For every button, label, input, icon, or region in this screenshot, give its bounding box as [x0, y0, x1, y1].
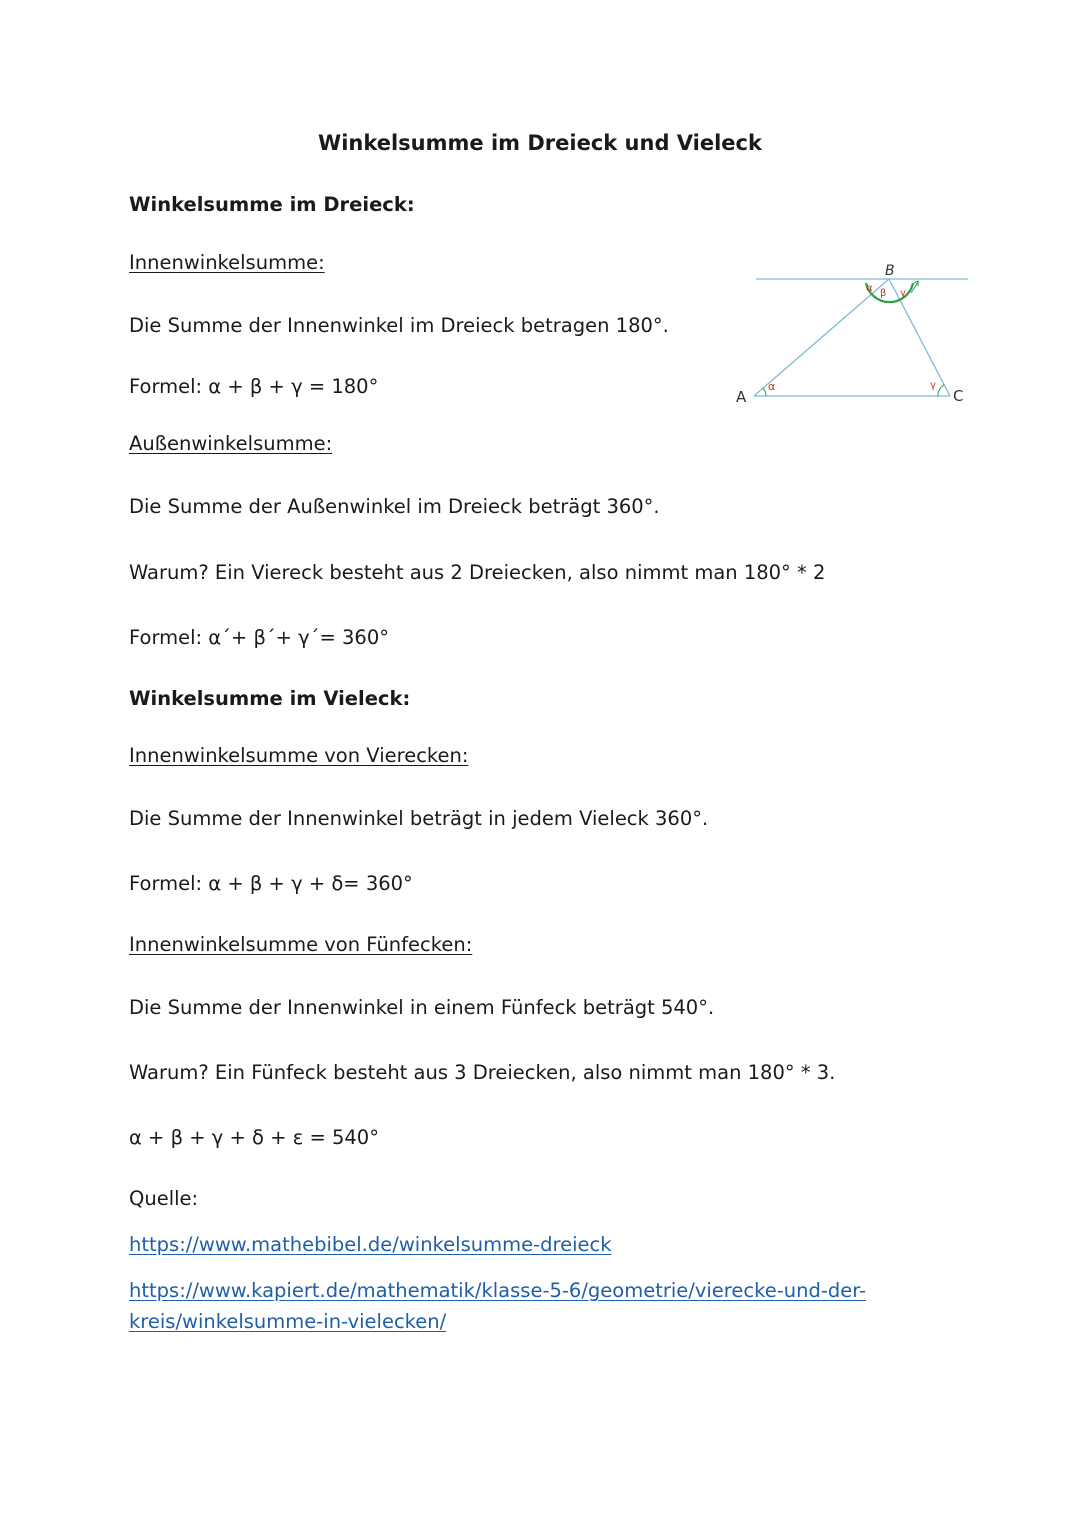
text-warum-fuenfeck: Warum? Ein Fünfeck besteht aus 3 Dreiecken, also nimmt man 180° * 3.: [129, 1061, 836, 1084]
angle-label-gamma-b: γ: [900, 288, 906, 299]
text-innenwinkel-viereck: Die Summe der Innenwinkel beträgt in jedem Vieleck 360°.: [129, 807, 709, 830]
subheading-innenwinkelsumme: Innenwinkelsumme:: [129, 251, 325, 274]
angle-label-alpha-a: α: [768, 380, 776, 393]
formula-fuenfeck: α + β + γ + δ + ε = 540°: [129, 1126, 379, 1149]
formula-innenwinkel-dreieck: Formel: α + β + γ = 180°: [129, 375, 379, 398]
source-link-kapiert-line2[interactable]: kreis/winkelsumme-in-vielecken/: [129, 1310, 447, 1333]
triangle-side-bc: [889, 279, 950, 396]
section-heading-vieleck: Winkelsumme im Vieleck:: [129, 687, 411, 710]
angle-label-gamma-c: γ: [930, 380, 936, 391]
triangle-figure: [730, 250, 980, 420]
text-innenwinkel-fuenfeck: Die Summe der Innenwinkel in einem Fünfeck beträgt 540°.: [129, 996, 715, 1019]
source-link-kapiert-line1[interactable]: https://www.kapiert.de/mathematik/klasse-5-6/geometrie/vierecke-und-der-: [129, 1279, 867, 1302]
subheading-viereck: Innenwinkelsumme von Vierecken:: [129, 744, 469, 767]
label-a: A: [736, 388, 747, 406]
text-warum-viereck: Warum? Ein Viereck besteht aus 2 Dreiecken, also nimmt man 180° * 2: [129, 561, 826, 584]
angle-label-beta: β: [880, 288, 887, 299]
angle-arc-c: [938, 385, 944, 396]
label-c: C: [953, 387, 964, 405]
angle-arc-a: [763, 388, 766, 396]
formula-aussenwinkel-dreieck: Formel: α´+ β´+ γ´= 360°: [129, 626, 389, 649]
angle-label-alpha-b: α: [866, 283, 873, 294]
source-link-mathebibel[interactable]: https://www.mathebibel.de/winkelsumme-dreieck: [129, 1233, 612, 1256]
source-label: Quelle:: [129, 1187, 199, 1210]
section-heading-dreieck: Winkelsumme im Dreieck:: [129, 193, 415, 216]
page-title: Winkelsumme im Dreieck und Vieleck: [318, 131, 762, 155]
label-b: B: [885, 263, 895, 279]
formula-viereck: Formel: α + β + γ + δ= 360°: [129, 872, 413, 895]
subheading-fuenfeck: Innenwinkelsumme von Fünfecken:: [129, 933, 473, 956]
text-aussenwinkel-dreieck: Die Summe der Außenwinkel im Dreieck beträgt 360°.: [129, 495, 660, 518]
text-innenwinkel-dreieck: Die Summe der Innenwinkel im Dreieck betragen 180°.: [129, 314, 669, 337]
subheading-aussenwinkelsumme: Außenwinkelsumme:: [129, 432, 333, 455]
triangle-side-ab: [754, 279, 889, 396]
